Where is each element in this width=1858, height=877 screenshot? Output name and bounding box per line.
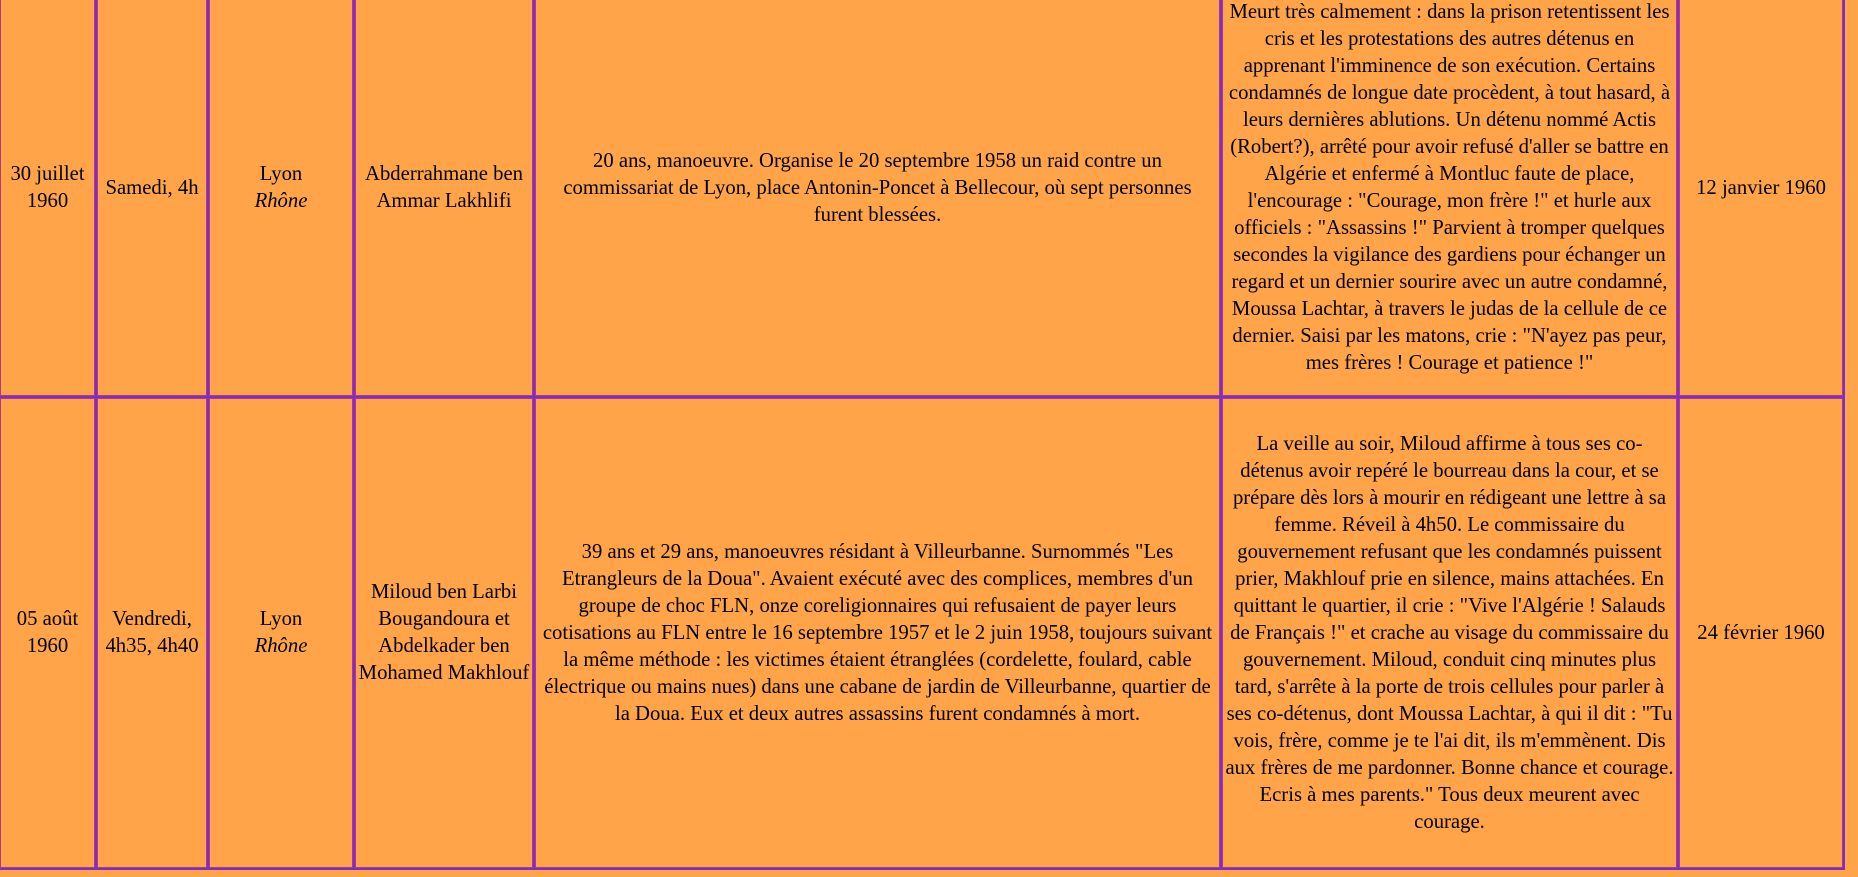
execution-time-cell: Vendredi, 4h35, 4h40 xyxy=(97,398,207,868)
execution-time-cell: Samedi, 4h xyxy=(97,0,207,396)
account-cell: Meurt très calmement : dans la prison retentissent les cris et les protestations des autres détenus en apprenant l'imminence de son exécution. Certains condamnés de longue date procèdent, à tout hasard, à leurs dernières ablutions. Un détenu nommé Actis (Robert?), arrêté pour avoir refusé d'aller se battre en Algérie et enfermé à Montluc faute de place, l'encourage : "Courage, mon frère !" et hurle aux officiels : "Assassins !" Parvient à tromper quelques secondes la vigilance des gardiens pour échanger un regard et un dernier sourire avec un autre condamné, Moussa Lachtar, à travers le judas de la cellule de ce dernier. Saisi par les matons, crie : "N'ayez pas peur, mes frères ! Courage et patience !" xyxy=(1222,0,1677,396)
condemned-name-cell: Abderrahmane ben Ammar Lakhlifi xyxy=(355,0,533,396)
table-row xyxy=(0,398,1843,868)
refusal-date-cell: 24 février 1960 xyxy=(1679,398,1843,868)
location-cell xyxy=(209,398,353,868)
description-cell: 39 ans et 29 ans, manoeuvres résidant à Villeurbanne. Surnommés "Les Etrangleurs de la Doua". Avaient exécuté avec des complices, membres d'un groupe de choc FLN, onze coreligionnaires qui refusaient de payer leurs cotisations au FLN entre le 16 septembre 1957 et le 2 juin 1958, toujours suivant la même méthode : les victimes étaient étranglées (cordelette, foulard, cable électrique ou mains nues) dans une cabane de jardin de Villeurbanne, quartier de la Doua. Eux et deux autres assassins furent condamnés à mort. xyxy=(535,398,1220,868)
city-label: Lyon xyxy=(259,608,303,630)
execution-date-cell: 05 août 1960 xyxy=(0,398,95,868)
table-row xyxy=(0,0,1843,396)
execution-date-cell: 30 juillet 1960 xyxy=(0,0,95,396)
condemned-name-cell: Miloud ben Larbi Bougandoura et Abdelkader ben Mohamed Makhlouf xyxy=(355,398,533,868)
location-cell xyxy=(209,0,353,396)
refusal-date-cell: 12 janvier 1960 xyxy=(1679,0,1843,396)
region-label: Rhône xyxy=(254,190,308,212)
region-label: Rhône xyxy=(254,635,308,657)
description-cell: 20 ans, manoeuvre. Organise le 20 septembre 1958 un raid contre un commissariat de Lyon, place Antonin-Poncet à Bellecour, où sept personnes furent blessées. xyxy=(535,0,1220,396)
account-cell: La veille au soir, Miloud affirme à tous ses co-détenus avoir repéré le bourreau dans la cour, et se prépare dès lors à mourir en rédigeant une lettre à sa femme. Réveil à 4h50. Le commissaire du gouvernement refusant que les condamnés puissent prier, Makhlouf prie en silence, mains attachées. En quittant le quartier, il crie : "Vive l'Algérie ! Salauds de Français !" et crache au visage du commissaire du gouvernement. Miloud, conduit cinq minutes plus tard, s'arrête à la porte de trois cellules pour parler à ses co-détenus, dont Moussa Lachtar, à qui il dit : "Tu vois, frère, comme je te l'ai dit, ils m'emmènent. Dis aux frères de me pardonner. Bonne chance et courage. Ecris à mes parents." Tous deux meurent avec courage. xyxy=(1222,398,1677,868)
city-label: Lyon xyxy=(259,163,303,185)
